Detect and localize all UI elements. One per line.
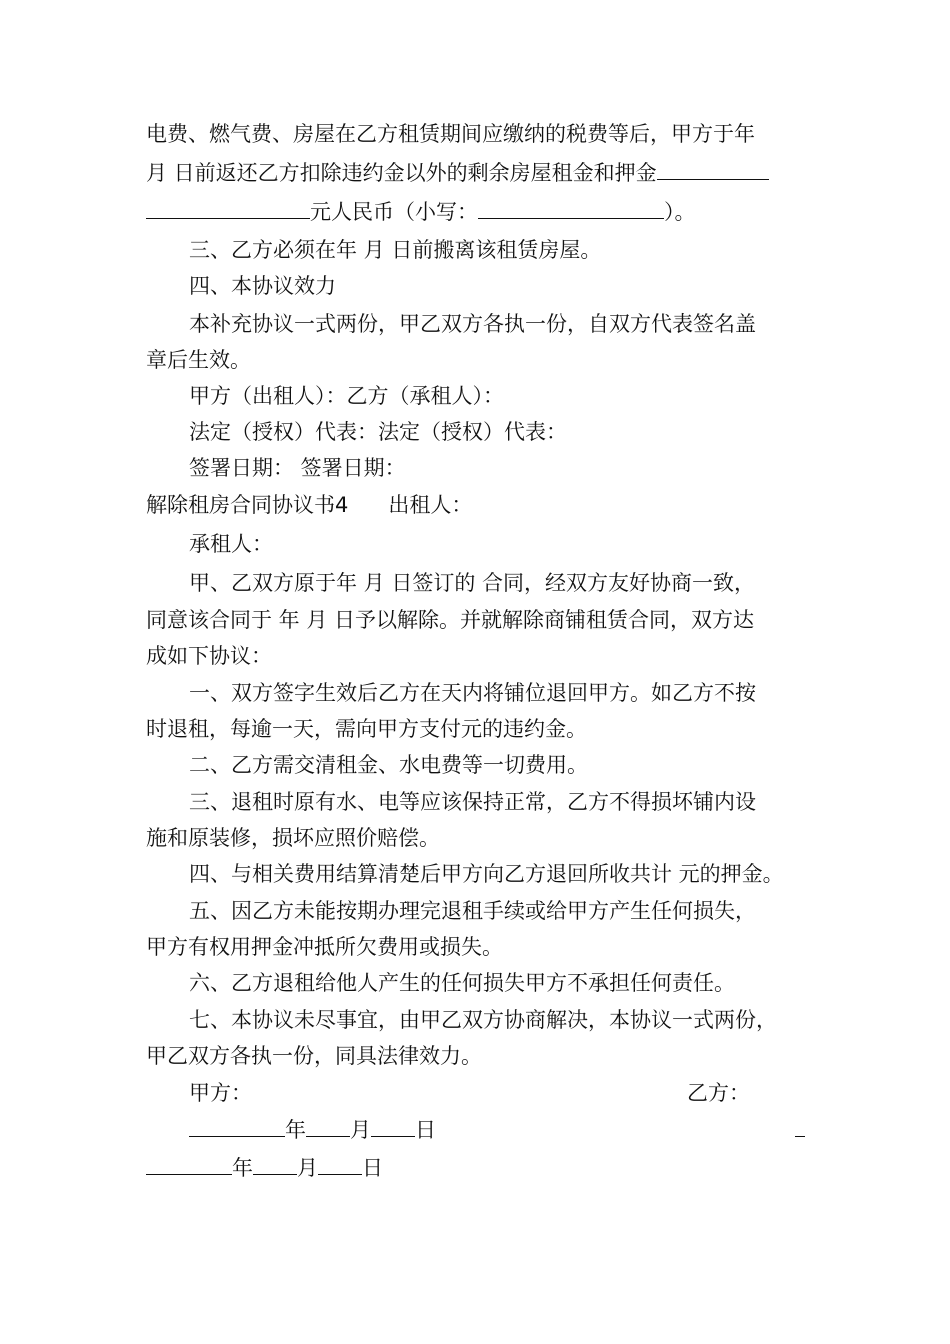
text: 法定（授权）代表：法定（授权）代表： (189, 420, 567, 444)
paragraph-line (146, 638, 818, 674)
party-a-label: 甲方： (189, 1081, 252, 1105)
list-item-line (146, 929, 818, 965)
text: 施和原装修，损坏应照价赔偿。 (146, 826, 440, 850)
text: 四、与相关费用结算清楚后甲方向乙方退回所收共计 元的押金。 (189, 862, 784, 886)
paragraph-line (189, 306, 818, 342)
text: 同意该合同于 年 月 日予以解除。并就解除商铺租赁合同，双方达 (146, 608, 755, 632)
list-item-line (189, 893, 818, 929)
text: 二、乙方需交清租金、水电费等一切费用。 (189, 753, 588, 777)
text: 七、本协议未尽事宜，由甲乙双方协商解决，本协议一式两份， (189, 1008, 777, 1032)
text: 章后生效。 (146, 348, 251, 372)
paragraph-line (146, 155, 818, 191)
paragraph-line (146, 342, 818, 378)
blank-underline (478, 196, 664, 219)
month-label: 月 (297, 1156, 318, 1180)
month-blank (253, 1152, 297, 1175)
list-item-line (189, 784, 818, 820)
paragraph-line (189, 414, 818, 450)
list-item-line (189, 675, 818, 711)
signature-line (687, 1075, 787, 1111)
text: 四、本协议效力 (189, 274, 336, 298)
text: 电费、燃气费、房屋在乙方租赁期间应缴纳的税费等后，甲方于年 (146, 122, 755, 146)
day-blank (318, 1152, 362, 1175)
paragraph-line (189, 232, 818, 268)
year-label: 年 (285, 1118, 306, 1142)
year-label: 年 (232, 1156, 253, 1180)
lessor-label: 出租人： (388, 493, 473, 517)
day-label: 日 (362, 1156, 383, 1180)
list-item-line (189, 856, 818, 892)
text: 甲乙双方各执一份，同具法律效力。 (146, 1044, 482, 1068)
list-item-line (189, 747, 818, 783)
text: 签署日期： 签署日期： (189, 456, 406, 480)
list-item-line (189, 965, 818, 1001)
year-blank (189, 1114, 285, 1137)
date-line (795, 1112, 811, 1148)
list-item-line (189, 1002, 818, 1038)
text: 一、双方签字生效后乙方在天内将铺位退回甲方。如乙方不按 (189, 681, 756, 705)
section-heading (189, 268, 818, 304)
list-item-line (146, 711, 818, 747)
text: 五、因乙方未能按期办理完退租手续或给甲方产生任何损失， (189, 899, 756, 923)
blank-underline (657, 157, 769, 180)
date-line (146, 1150, 818, 1186)
day-label: 日 (415, 1118, 436, 1142)
party-b-label: 乙方： (687, 1081, 750, 1105)
paragraph-line (189, 450, 818, 486)
day-blank (371, 1114, 415, 1137)
text: 六、乙方退租给他人产生的任何损失甲方不承担任何责任。 (189, 971, 735, 995)
paragraph-line (189, 378, 818, 414)
list-item-line (146, 1038, 818, 1074)
section-title-line (146, 487, 818, 523)
text: 本补充协议一式两份，甲乙双方各执一份，自双方代表签名盖 (189, 312, 756, 336)
text: 甲、乙双方原于年 月 日签订的 合同，经双方友好协商一致， (189, 571, 756, 595)
text: 成如下协议： (146, 644, 272, 668)
blank-underline (146, 196, 310, 219)
trailing-blank (795, 1114, 805, 1137)
list-item-line (146, 820, 818, 856)
date-line (189, 1112, 818, 1148)
text: 甲方（出租人）：乙方（承租人）： (189, 384, 504, 408)
month-label: 月 (350, 1118, 371, 1142)
lessee-label: 承租人： (189, 532, 273, 556)
text: 三、退租时原有水、电等应该保持正常，乙方不得损坏铺内设 (189, 790, 756, 814)
year-blank (146, 1152, 232, 1175)
text: ）。 (664, 200, 696, 224)
text: 时退租，每逾一天，需向甲方支付元的违约金。 (146, 717, 587, 741)
text: 甲方有权用押金冲抵所欠费用或损失。 (146, 935, 503, 959)
paragraph-line (146, 116, 818, 152)
text: 三、乙方必须在年 月 日前搬离该租赁房屋。 (189, 238, 602, 262)
paragraph-line (189, 565, 818, 601)
section-title: 解除租房合同协议书4 (146, 493, 349, 517)
paragraph-line (146, 194, 818, 230)
month-blank (306, 1114, 350, 1137)
paragraph-line (189, 526, 818, 562)
paragraph-line (146, 602, 818, 638)
text: 元人民币（小写： (310, 200, 478, 224)
text: 月 日前返还乙方扣除违约金以外的剩余房屋租金和押金 (146, 161, 657, 185)
